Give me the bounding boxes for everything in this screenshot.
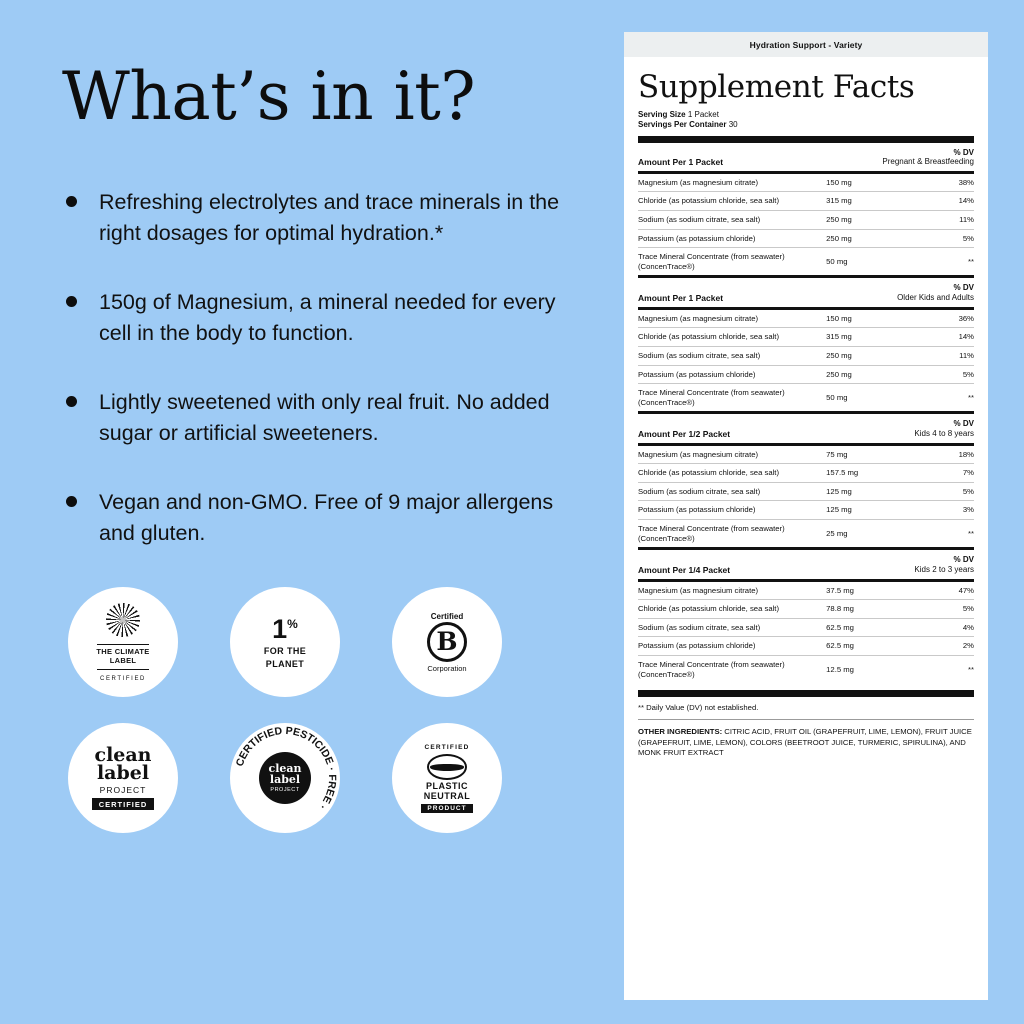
nutrient-dv: 5% — [914, 600, 974, 619]
nutrient-group — [638, 143, 974, 279]
nutrient-amount: 50 mg — [826, 257, 848, 267]
nutrient-dv: ** — [968, 392, 974, 402]
one-percent-planet-badge — [230, 587, 340, 697]
table-row — [638, 210, 974, 229]
nutrient-name: Potassium (as potassium chloride) — [638, 637, 826, 656]
nutrient-dv: 2% — [914, 637, 974, 656]
audience-text: Kids 2 to 3 years — [914, 564, 974, 574]
serving-size-label: Serving Size — [638, 109, 686, 119]
divider-thick — [638, 690, 974, 697]
amount-label: Amount Per 1/4 Packet — [638, 564, 731, 575]
bcorp-bottom: Corporation — [427, 663, 467, 673]
climate-label-line1: THE CLIMATE — [96, 647, 150, 657]
nutrient-name: Chloride (as potassium chloride, sea salt) — [638, 328, 826, 347]
daily-value-footnote: ** Daily Value (DV) not established. — [638, 703, 759, 713]
nutrient-amount: 157.5 mg — [826, 464, 913, 483]
nutrient-name: Trace Mineral Concentrate (from seawater) (ConcenTrace®) — [638, 252, 785, 271]
audience-text: Kids 4 to 8 years — [914, 429, 974, 439]
group-header — [638, 550, 974, 578]
nutrient-name: Sodium (as sodium citrate, sea salt) — [638, 618, 826, 637]
table-row — [638, 582, 974, 600]
nutrient-table — [638, 446, 974, 548]
amount-label: Amount Per 1/2 Packet — [638, 428, 731, 439]
nutrient-amount: 315 mg — [826, 192, 913, 211]
divider — [97, 669, 149, 670]
nutrient-dv: 11% — [914, 346, 974, 365]
table-row — [638, 365, 974, 384]
audience-label — [882, 148, 974, 167]
sun-icon — [106, 603, 140, 637]
nutrient-amount: 315 mg — [826, 328, 913, 347]
nutrient-amount: 250 mg — [826, 365, 913, 384]
plastic-neutral-top: CERTIFIED — [424, 744, 470, 752]
badge-row-2 — [62, 723, 580, 833]
nutrient-group — [638, 414, 974, 550]
ring-text-icon — [230, 723, 340, 833]
nutrient-name: Chloride (as potassium chloride, sea salt) — [638, 192, 826, 211]
planet-line2: PLANET — [265, 658, 305, 669]
table-row — [638, 384, 974, 412]
servings-per-container-value: 30 — [728, 119, 738, 129]
one-percent-mark: 1% — [272, 613, 298, 644]
serving-size-row — [638, 110, 974, 119]
benefit-text: 150g of Magnesium, a mineral needed for every cell in the body to function. — [99, 290, 556, 345]
supplement-facts-panel — [624, 32, 988, 1000]
nutrient-name: Potassium (as potassium chloride) — [638, 501, 826, 520]
audience-text: Older Kids and Adults — [897, 293, 974, 303]
table-row — [638, 229, 974, 248]
dv-label: % DV — [953, 419, 974, 429]
nutrient-amount: 125 mg — [826, 482, 913, 501]
nutrient-dv: 5% — [914, 229, 974, 248]
divider-thick — [638, 136, 974, 143]
list-item — [62, 287, 580, 348]
nutrient-group — [638, 550, 974, 697]
audience-label — [914, 555, 974, 574]
dv-label: % DV — [953, 555, 974, 565]
b-corp-badge — [392, 587, 502, 697]
nutrient-table — [638, 174, 974, 276]
table-row — [638, 192, 974, 211]
table-row — [638, 520, 974, 548]
supplement-facts-title: Supplement Facts — [638, 69, 915, 105]
servings-per-container-label: Servings Per Container — [638, 119, 727, 129]
table-row — [638, 248, 974, 276]
nutrient-dv: 14% — [914, 192, 974, 211]
table-row — [638, 446, 974, 464]
nutrient-dv: ** — [968, 664, 974, 674]
table-row — [638, 464, 974, 483]
bullet-dot-icon — [66, 496, 77, 507]
list-item — [62, 387, 580, 448]
table-row — [638, 482, 974, 501]
bullet-dot-icon — [66, 396, 77, 407]
nutrient-name: Chloride (as potassium chloride, sea salt) — [638, 600, 826, 619]
pesticide-inner-line1: clean — [268, 762, 302, 776]
nutrient-dv: 5% — [914, 365, 974, 384]
nutrient-dv: 4% — [914, 618, 974, 637]
nutrient-name: Potassium (as potassium chloride) — [638, 365, 826, 384]
nutrient-name: Trace Mineral Concentrate (from seawater) (ConcenTrace®) — [638, 524, 785, 543]
nutrient-amount: 62.5 mg — [826, 637, 913, 656]
certification-badges — [62, 587, 580, 833]
nutrient-amount: 12.5 mg — [826, 664, 854, 674]
benefits-list — [62, 187, 580, 548]
nutrient-group — [638, 278, 974, 414]
nutrient-name: Sodium (as sodium citrate, sea salt) — [638, 346, 826, 365]
table-row — [638, 637, 974, 656]
nutrient-amount: 250 mg — [826, 210, 913, 229]
table-row — [638, 174, 974, 192]
clean-label-line1: clean — [94, 744, 152, 767]
nutrient-name: Trace Mineral Concentrate (from seawater) (ConcenTrace®) — [638, 660, 785, 679]
amount-label: Amount Per 1 Packet — [638, 292, 724, 303]
nutrient-dv: 36% — [914, 310, 974, 328]
amount-label: Amount Per 1 Packet — [638, 156, 724, 167]
climate-label-badge — [68, 587, 178, 697]
serving-size-value: 1 Packet — [687, 109, 719, 119]
wave-icon — [427, 754, 467, 780]
table-row — [638, 656, 974, 684]
dv-label: % DV — [953, 147, 974, 157]
group-header — [638, 414, 974, 442]
nutrient-dv: 38% — [914, 174, 974, 192]
nutrient-name: Magnesium (as magnesium citrate) — [638, 310, 826, 328]
other-ingredients-text: CITRIC ACID, FRUIT OIL (GRAPEFRUIT, LIME, LEMON), FRUIT JUICE (GRAPEFRUIT, LIME, LEMON), COLORS (BEETROOT JUICE, TURMERIC, SPIRULINA), AND MONK FRUIT EXTRACT — [638, 727, 972, 758]
page-title: What’s in it? — [62, 58, 476, 135]
pesticide-inner-line3: PROJECT — [270, 787, 300, 794]
clean-label-line4: CERTIFIED — [92, 798, 155, 810]
group-header — [638, 278, 974, 306]
bullet-dot-icon — [66, 196, 77, 207]
nutrient-name: Magnesium (as magnesium citrate) — [638, 446, 826, 464]
nutrient-amount: 78.8 mg — [826, 600, 913, 619]
plastic-neutral-line2: NEUTRAL — [423, 790, 471, 801]
audience-label — [897, 283, 974, 302]
other-ingredients-label: OTHER INGREDIENTS: — [638, 727, 723, 737]
bcorp-mark-icon: B — [427, 622, 467, 662]
nutrient-amount: 150 mg — [826, 174, 913, 192]
planet-line1: FOR THE — [263, 645, 307, 656]
clean-label-line3: PROJECT — [99, 785, 147, 796]
bullet-dot-icon — [66, 296, 77, 307]
nutrient-name: Potassium (as potassium chloride) — [638, 229, 826, 248]
nutrient-amount: 125 mg — [826, 501, 913, 520]
nutrient-amount: 250 mg — [826, 346, 913, 365]
audience-text: Pregnant & Breastfeeding — [882, 157, 974, 167]
badge-row-1 — [62, 587, 580, 697]
nutrient-name: Sodium (as sodium citrate, sea salt) — [638, 482, 826, 501]
audience-label — [914, 419, 974, 438]
plastic-neutral-line3: PRODUCT — [421, 804, 472, 813]
clean-label-project-badge — [68, 723, 178, 833]
nutrient-dv: 5% — [914, 482, 974, 501]
table-row — [638, 600, 974, 619]
plastic-neutral-badge — [392, 723, 502, 833]
nutrient-amount: 75 mg — [826, 446, 913, 464]
nutrient-name: Magnesium (as magnesium citrate) — [638, 174, 826, 192]
nutrient-dv: 14% — [914, 328, 974, 347]
nutrient-amount: 37.5 mg — [826, 582, 913, 600]
clean-label-line2: label — [96, 762, 150, 785]
list-item — [62, 487, 580, 548]
nutrient-amount: 62.5 mg — [826, 618, 913, 637]
table-row — [638, 501, 974, 520]
group-header — [638, 143, 974, 171]
nutrient-name: Sodium (as sodium citrate, sea salt) — [638, 210, 826, 229]
list-item — [62, 187, 580, 248]
dv-label: % DV — [953, 283, 974, 293]
nutrient-dv: 11% — [914, 210, 974, 229]
other-ingredients — [638, 720, 974, 758]
table-row — [638, 618, 974, 637]
table-row — [638, 346, 974, 365]
nutrient-dv: 7% — [914, 464, 974, 483]
climate-label-line2: LABEL — [109, 655, 137, 665]
benefit-text: Refreshing electrolytes and trace minerals in the right dosages for optimal hydration.* — [99, 190, 560, 245]
product-name-header: Hydration Support - Variety — [624, 32, 988, 57]
divider — [97, 644, 149, 645]
svg-text:CERTIFIED PESTICIDE · FREE ·: CERTIFIED PESTICIDE · FREE · — [233, 725, 339, 813]
nutrient-amount: 250 mg — [826, 229, 913, 248]
plastic-neutral-line1: PLASTIC — [425, 781, 468, 792]
certified-pesticide-free-badge — [230, 723, 340, 833]
nutrient-dv: 3% — [914, 501, 974, 520]
nutrient-name: Chloride (as potassium chloride, sea salt) — [638, 464, 826, 483]
table-row — [638, 328, 974, 347]
benefit-text: Vegan and non-GMO. Free of 9 major allergens and gluten. — [99, 490, 554, 545]
nutrient-table — [638, 582, 974, 684]
supplement-facts-body — [624, 57, 988, 1000]
nutrient-dv: 18% — [914, 446, 974, 464]
table-row — [638, 310, 974, 328]
nutrient-dv: ** — [968, 528, 974, 538]
pesticide-inner-line2: label — [269, 773, 301, 787]
bcorp-top: Certified — [430, 611, 464, 621]
nutrient-dv: ** — [968, 257, 974, 267]
nutrient-amount: 50 mg — [826, 392, 848, 402]
servings-per-container-row — [638, 120, 974, 129]
climate-label-line3: CERTIFIED — [100, 675, 146, 682]
nutrient-amount: 25 mg — [826, 528, 848, 538]
nutrient-table — [638, 310, 974, 412]
nutrient-amount: 150 mg — [826, 310, 913, 328]
nutrient-dv: 47% — [914, 582, 974, 600]
benefit-text: Lightly sweetened with only real fruit. No added sugar or artificial sweeteners. — [99, 390, 550, 445]
nutrient-name: Trace Mineral Concentrate (from seawater) (ConcenTrace®) — [638, 388, 785, 407]
nutrient-name: Magnesium (as magnesium citrate) — [638, 582, 826, 600]
